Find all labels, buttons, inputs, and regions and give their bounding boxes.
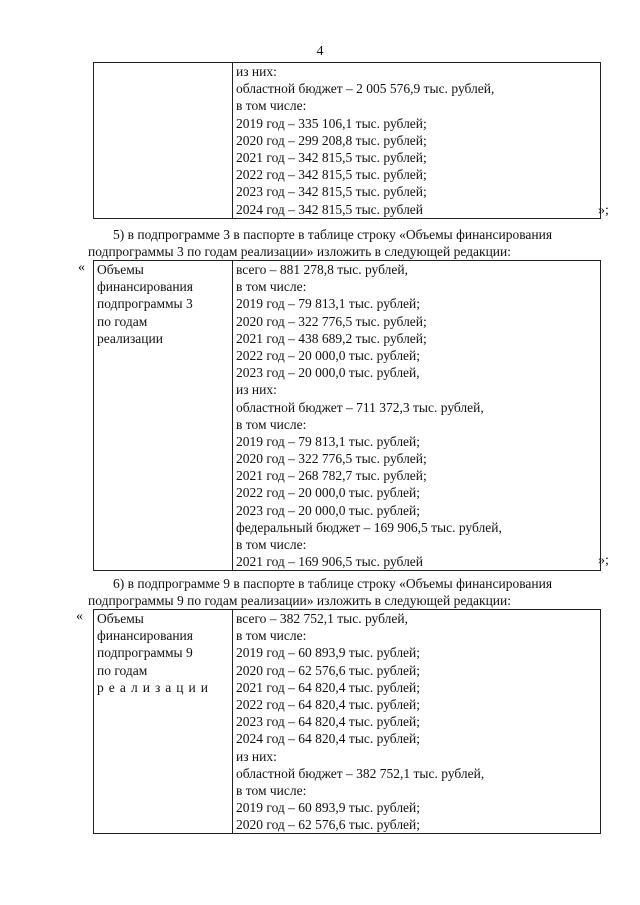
text-line: из них: bbox=[236, 382, 277, 398]
text-line: Объемы bbox=[97, 262, 144, 277]
open-quote-mark: « bbox=[76, 609, 83, 624]
text-line: областной бюджет – 711 372,3 тыс. рублей, bbox=[236, 399, 484, 415]
text-line: 2020 год – 322 776,5 тыс. рублей; bbox=[236, 451, 427, 467]
text-line: областной бюджет – 2 005 576,9 тыс. рублей, bbox=[236, 81, 495, 97]
text-line: в том числе: bbox=[236, 628, 307, 644]
text-line: 2021 год – 342 815,5 тыс. рублей; bbox=[236, 149, 427, 165]
text-line: 2020 год – 62 576,6 тыс. рублей; bbox=[236, 662, 421, 678]
text-line: 2023 год – 20 000,0 тыс. рублей; bbox=[236, 502, 421, 518]
text-line: 2024 год – 342 815,5 тыс. рублей bbox=[236, 201, 424, 217]
text-line: 2021 год – 268 782,7 тыс. рублей; bbox=[236, 468, 427, 484]
financing-table-continued bbox=[93, 62, 601, 219]
close-quote-mark: »; bbox=[598, 553, 609, 568]
text-line: 2023 год – 64 820,4 тыс. рублей; bbox=[236, 714, 421, 730]
text-line: по годам bbox=[97, 313, 148, 329]
label-cell bbox=[94, 63, 233, 219]
text-line: в том числе: bbox=[236, 98, 307, 114]
text-line: финансирования bbox=[97, 279, 193, 295]
financing-table-subprogram-3 bbox=[93, 260, 601, 571]
label-cell bbox=[94, 610, 233, 834]
text-line: 2019 год – 60 893,9 тыс. рублей; bbox=[236, 645, 421, 661]
text-line: всего – 881 278,8 тыс. рублей, bbox=[236, 262, 408, 277]
text-line: 2020 год – 62 576,6 тыс. рублей; bbox=[236, 817, 421, 833]
text-line: 2024 год – 64 820,4 тыс. рублей; bbox=[236, 731, 421, 747]
paragraph-line: подпрограммы 3 по годам реализации» изложить в следующей редакции: bbox=[88, 244, 511, 259]
text-line: 2019 год – 60 893,9 тыс. рублей; bbox=[236, 800, 421, 816]
financing-table-subprogram-9 bbox=[93, 609, 601, 834]
text-line: из них: bbox=[236, 64, 277, 79]
text-line: 2023 год – 342 815,5 тыс. рублей; bbox=[236, 184, 427, 200]
paragraph-item-6 bbox=[88, 575, 608, 609]
text-line: 2023 год – 20 000,0 тыс. рублей, bbox=[236, 365, 420, 381]
text-line: 2020 год – 322 776,5 тыс. рублей; bbox=[236, 313, 427, 329]
text-line: 2019 год – 79 813,1 тыс. рублей; bbox=[236, 433, 421, 449]
text-line: финансирования bbox=[97, 628, 193, 644]
text-line: 2019 год – 335 106,1 тыс. рублей; bbox=[236, 115, 427, 131]
text-line: реализации bbox=[97, 679, 213, 695]
text-line: в том числе: bbox=[236, 416, 307, 432]
paragraph-line: подпрограммы 9 по годам реализации» изложить в следующей редакции: bbox=[88, 593, 511, 608]
label-cell bbox=[94, 261, 233, 571]
text-line: 2021 год – 64 820,4 тыс. рублей; bbox=[236, 679, 421, 695]
text-line: 2022 год – 64 820,4 тыс. рублей; bbox=[236, 696, 421, 712]
text-line: подпрограммы 3 bbox=[97, 296, 193, 312]
text-line: федеральный бюджет – 169 906,5 тыс. рублей, bbox=[236, 519, 502, 535]
text-line: Объемы bbox=[97, 611, 144, 626]
values-cell bbox=[233, 261, 601, 571]
text-line: в том числе: bbox=[236, 279, 307, 295]
text-line: в том числе: bbox=[236, 537, 307, 552]
text-line: из них: bbox=[236, 748, 277, 764]
open-quote-mark: « bbox=[78, 260, 85, 275]
values-cell bbox=[233, 610, 601, 834]
text-line: 2022 год – 20 000,0 тыс. рублей; bbox=[236, 485, 421, 501]
text-line: 2021 год – 438 689,2 тыс. рублей; bbox=[236, 330, 427, 346]
paragraph-line: 5) в подпрограмме 3 в паспорте в таблице строку «Объемы финансирования bbox=[113, 227, 553, 242]
close-quote-mark: »; bbox=[598, 203, 609, 218]
values-cell bbox=[233, 63, 601, 219]
text-line: всего – 382 752,1 тыс. рублей, bbox=[236, 611, 408, 626]
page-number: 4 bbox=[316, 44, 324, 59]
paragraph-item-5 bbox=[88, 226, 608, 260]
text-line: по годам bbox=[97, 662, 148, 678]
text-line: 2019 год – 79 813,1 тыс. рублей; bbox=[236, 296, 421, 312]
text-line: в том числе: bbox=[236, 782, 307, 798]
text-line: реализации bbox=[97, 330, 163, 346]
text-line: 2022 год – 342 815,5 тыс. рублей; bbox=[236, 167, 427, 183]
text-line: областной бюджет – 382 752,1 тыс. рублей, bbox=[236, 765, 485, 781]
text-line: 2022 год – 20 000,0 тыс. рублей; bbox=[236, 347, 421, 363]
text-line: подпрограммы 9 bbox=[97, 645, 193, 661]
text-line: 2020 год – 299 208,8 тыс. рублей; bbox=[236, 132, 427, 148]
paragraph-line: 6) в подпрограмме 9 в паспорте в таблице строку «Объемы финансирования bbox=[113, 576, 553, 591]
text-line: 2021 год – 169 906,5 тыс. рублей bbox=[236, 554, 424, 570]
